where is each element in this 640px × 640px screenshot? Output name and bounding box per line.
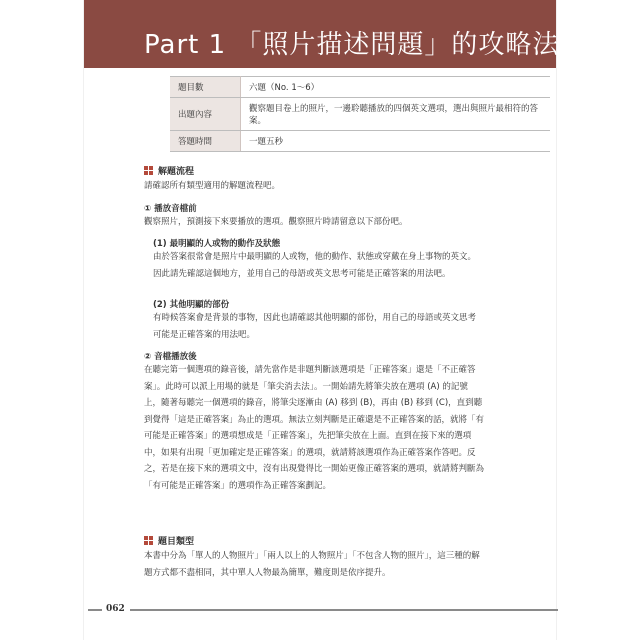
- step2-title: ② 音檔播放後: [144, 352, 197, 362]
- info-key: 題目數: [170, 77, 241, 98]
- step1-title: ① 播放音檔前: [144, 204, 197, 214]
- info-key: 答題時間: [170, 131, 241, 152]
- sub2-title: (2) 其他明顯的部份: [153, 300, 230, 310]
- chapter-header: [84, 0, 560, 68]
- info-table-row: [170, 98, 550, 131]
- info-table-row: [170, 77, 550, 98]
- footer-rule: [130, 609, 558, 611]
- info-table: [170, 76, 550, 152]
- sub2-text: 有時候答案會是背景的事物，因此也請確認其他明顯的部份，用自己的母語或英文思考可能是正確答案的用法吧。: [153, 313, 477, 340]
- sub1-title: (1) 最明顯的人或物的動作及狀態: [153, 239, 281, 249]
- info-value: 觀察題目卷上的照片，一邊聆聽播放的四個英文選項，選出與照片最相符的答案。: [241, 98, 551, 131]
- section-heading-solving-flow: [144, 164, 194, 177]
- chapter-title: Part 1 「照片描述問題」的攻略法: [144, 30, 560, 60]
- info-value: 六題（No. 1～6）: [241, 77, 551, 98]
- section-heading-question-types: [144, 534, 194, 547]
- square-grid-icon: [144, 166, 153, 175]
- step1-text: 觀察照片，預測接下來要播放的選項。觀察照片時請留意以下部份吧。: [144, 217, 408, 227]
- page-number: 062: [106, 604, 125, 614]
- sub1-text: 由於答案很常會是照片中最明顯的人或物，他的動作、狀態或穿戴在身上事物的英文。因此請先確認這個地方，並用自己的母語或英文思考可能是正確答案的用法吧。: [153, 252, 477, 279]
- section2-text: 本書中分為「單人的人物照片」「兩人以上的人物照片」「不包含人物的照片」，這三種的解題方式都不盡相同，其中單人人物最為簡單，難度則是依序提升。: [144, 551, 480, 578]
- footer-rule-left: [88, 609, 102, 611]
- section-intro: 請確認所有類型適用的解題流程吧。: [144, 181, 281, 191]
- section-title: 解題流程: [158, 167, 195, 177]
- square-grid-icon: [144, 536, 153, 545]
- section-title: 題目類型: [158, 537, 195, 547]
- step2-text: 在聽完第一個選項的錄音後，請先當作是非題判斷該選項是「正確答案」還是「不正確答案」。此時可以派上用場的就是「筆尖消去法」。一開始請先將筆尖放在選項 (A) 的記號上，隨著每聽完一個選項的錄音，將筆尖逐漸由 (A) 移到 (B)，再由 (B) 移到 (C)，直到聽到覺得「這是正確答案」為止的選項。無法立刻判斷是正確還是不正確答案的話，就將「有可能是正確答案」的選項想成是「正確答案」，先把筆尖放在上面。直到在接下來的選項中，如果有出現「更加確定是正確答案」的選項，就請將該選項作為正確答案作答吧。反之，若是在接下來的選項文中，沒有出現覺得比一開始更像正確答案的選項，就請將判斷為「有可能是正確答案」的選項作為正確答案劃記。: [144, 365, 485, 491]
- info-value: 一題五秒: [241, 131, 551, 152]
- info-table-row: [170, 131, 550, 152]
- info-key: 出題內容: [170, 98, 241, 131]
